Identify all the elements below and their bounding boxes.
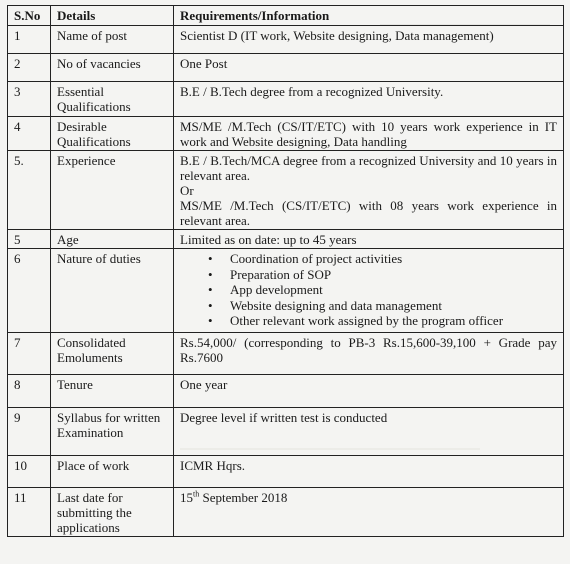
last-date-day: 15 [180,490,193,505]
row-info: ICMR Hqrs. [174,456,564,488]
row-detail: Desirable Qualifications [51,117,174,151]
row-sno: 5. [8,151,51,230]
header-sno: S.No [8,6,51,26]
row-sno: 7 [8,333,51,375]
row-detail: Name of post [51,26,174,54]
row-detail: Last date for submitting the applications [51,488,174,537]
row-sno: 10 [8,456,51,488]
table-header-row [8,6,564,26]
table-row [8,456,564,488]
row-sno: 8 [8,375,51,408]
table-row [8,249,564,333]
row-sno: 3 [8,82,51,117]
experience-option-a: B.E / B.Tech/MCA degree from a recognized University and 10 years in relevant area. [180,153,557,183]
job-details-table [7,5,564,537]
table-row [8,151,564,230]
row-info: Scientist D (IT work, Website designing, Data management) [174,26,564,54]
row-detail: Age [51,230,174,249]
header-details: Details [51,6,174,26]
list-item: • Website designing and data management [230,298,557,314]
last-date-ordinal: th [193,489,200,499]
row-detail: Nature of duties [51,249,174,333]
row-info: B.E / B.Tech degree from a recognized University. [174,82,564,117]
row-sno: 11 [8,488,51,537]
row-detail: No of vacancies [51,54,174,82]
row-info: Limited as on date: up to 45 years [174,230,564,249]
row-info [174,488,564,537]
row-detail: Essential Qualifications [51,82,174,117]
table-row [8,82,564,117]
row-sno: 5 [8,230,51,249]
row-detail: Experience [51,151,174,230]
row-info: One year [174,375,564,408]
list-item: • Coordination of project activities [230,251,557,267]
table-row [8,408,564,456]
table-row [8,333,564,375]
header-requirements: Requirements/Information [174,6,564,26]
row-info [174,249,564,333]
row-detail: Tenure [51,375,174,408]
row-detail: Place of work [51,456,174,488]
row-info: One Post [174,54,564,82]
experience-option-b: MS/ME /M.Tech (CS/IT/ETC) with 08 years work experience in relevant area. [180,198,557,228]
table-row [8,54,564,82]
table-row [8,117,564,151]
duties-list [180,251,557,329]
last-date-month-year: September 2018 [199,490,288,505]
table-row [8,26,564,54]
row-info: Degree level if written test is conducted [174,408,564,456]
row-sno: 9 [8,408,51,456]
experience-or: Or [180,183,194,198]
list-item: • Preparation of SOP [230,267,557,283]
row-sno: 1 [8,26,51,54]
row-sno: 6 [8,249,51,333]
row-info [174,151,564,230]
row-detail: Consolidated Emoluments [51,333,174,375]
row-info: MS/ME /M.Tech (CS/IT/ETC) with 10 years work experience in IT work and Website designing, Data handling [174,117,564,151]
list-item: • Other relevant work assigned by the program officer [230,313,557,329]
row-info: Rs.54,000/ (corresponding to PB-3 Rs.15,600-39,100 + Grade pay Rs.7600 [174,333,564,375]
row-detail: Syllabus for written Examination [51,408,174,456]
row-sno: 4 [8,117,51,151]
table-row [8,230,564,249]
table-row [8,375,564,408]
table-row [8,488,564,537]
list-item: • App development [230,282,557,298]
row-sno: 2 [8,54,51,82]
